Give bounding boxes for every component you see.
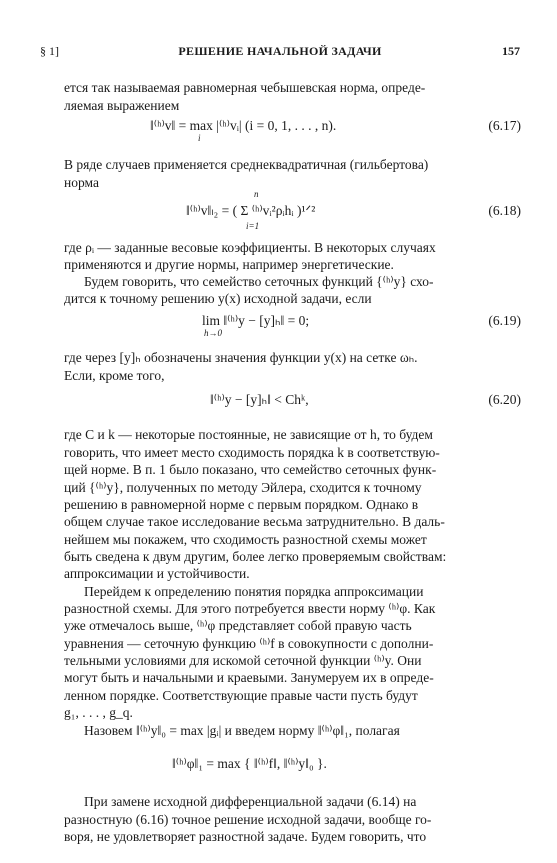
page-number: 157 [502, 44, 520, 58]
text-line: могут быть и начальными и краевыми. Занумеруем их в опреде- [64, 670, 434, 685]
equation-6-18: ‖⁽ʰ⁾v‖ₗ₂ = ( Σ ⁽ʰ⁾vᵢ²ρᵢhᵢ )¹ᐟ² [186, 203, 316, 218]
text-line: решению в равномерной норме с первым порядком. Однако в [64, 497, 419, 512]
equation-6-18-lower-limit: i=1 [246, 221, 260, 231]
text-line: норма [64, 175, 99, 190]
text-line: Если, кроме того, [64, 368, 165, 383]
text-line: аппроксимации и устойчивости. [64, 566, 250, 581]
text-line: нейшем мы покажем, что сходимость разностной схемы может [64, 532, 427, 547]
text-line: ется так называемая равномерная чебышевская норма, опреде- [64, 80, 426, 95]
text-line: разностную (6.16) точное решение исходной задачи, вообще го- [64, 812, 432, 827]
text-line: тельными условиями для искомой сеточной функции ⁽ʰ⁾y. Они [64, 653, 422, 668]
equation-number-6-18: (6.18) [488, 203, 521, 218]
text-line: уже отмечалось выше, ⁽ʰ⁾φ представляет собой правую часть [64, 618, 412, 633]
text-line: При замене исходной дифференциальной задачи (6.14) на [84, 794, 417, 809]
text-line: где через [y]ₕ обозначены значения функции y(x) на сетке ωₕ. [64, 350, 418, 365]
text-line: где ρᵢ — заданные весовые коэффициенты. В некоторых случаях [64, 240, 436, 255]
text-line: разностной схемы. Для этого потребуется ввести норму ⁽ʰ⁾φ. Как [64, 601, 436, 616]
text-line: уравнения — сеточную функцию ⁽ʰ⁾f в совокупности с дополни- [64, 636, 434, 651]
text-line: где C и k — некоторые постоянные, не зависящие от h, то будем [64, 427, 433, 442]
text-line: дится к точному решению y(x) исходной задачи, если [64, 291, 372, 306]
text-line: применяются и другие нормы, например энергетические. [64, 257, 394, 272]
running-header [40, 44, 520, 62]
text-line: быть сведена к двум другим, более легко проверяемым свойствам: [64, 549, 447, 564]
equation-number-6-19: (6.19) [488, 313, 521, 328]
equation-number-6-20: (6.20) [488, 392, 521, 407]
equation-6-18-upper-limit: n [254, 189, 259, 199]
text-line: Перейдем к определению понятия порядка аппроксимации [84, 584, 424, 599]
text-line: говорить, что имеет место сходимость порядка k в соответствую- [64, 445, 440, 460]
equation-6-19: lim ‖⁽ʰ⁾y − [y]ₕ‖ = 0; [202, 313, 310, 328]
text-line: В ряде случаев применяется среднеквадратичная (гильбертова) [64, 157, 429, 172]
text-line: Будем говорить, что семейство сеточных функций {⁽ʰ⁾y} схо- [84, 274, 434, 289]
equation-6-17-subscript: i [198, 133, 201, 143]
text-line: ленном порядке. Соответствующие правые части пусть будут [64, 688, 418, 703]
text-line: щей норме. В п. 1 было показано, что семейство сеточных функ- [64, 462, 437, 477]
text-line: g₁, . . . , g_q. [64, 705, 133, 720]
text-line: ций {⁽ʰ⁾y}, полученных по методу Эйлера, сходится к точному [64, 480, 422, 495]
equation-6-19-subscript: h→0 [204, 328, 222, 338]
equation-6-17: ‖⁽ʰ⁾v‖ = max |⁽ʰ⁾vᵢ| (i = 0, 1, . . . , n). [150, 118, 337, 133]
text-line: воря, не удовлетворяет разностной задаче. Будем говорить, что [64, 829, 427, 844]
section-mark: § 1] [40, 44, 59, 58]
equation-6-20: ‖⁽ʰ⁾y − [y]ₕ‖ < Chᵏ, [210, 392, 309, 407]
equation-norm-phi: ‖⁽ʰ⁾φ‖₁ = max { ‖⁽ʰ⁾f‖, ‖⁽ʰ⁾y‖₀ }. [172, 756, 327, 771]
text-line: ляемая выражением [64, 98, 180, 113]
running-title: РЕШЕНИЕ НАЧАЛЬНОЙ ЗАДАЧИ [178, 44, 382, 58]
text-line: Назовем ‖⁽ʰ⁾y‖₀ = max |gᵢ| и введем норму ‖⁽ʰ⁾φ‖₁, полагая [84, 723, 400, 738]
text-line: общем случае такое исследование весьма затруднительно. В даль- [64, 514, 445, 529]
equation-number-6-17: (6.17) [488, 118, 521, 133]
